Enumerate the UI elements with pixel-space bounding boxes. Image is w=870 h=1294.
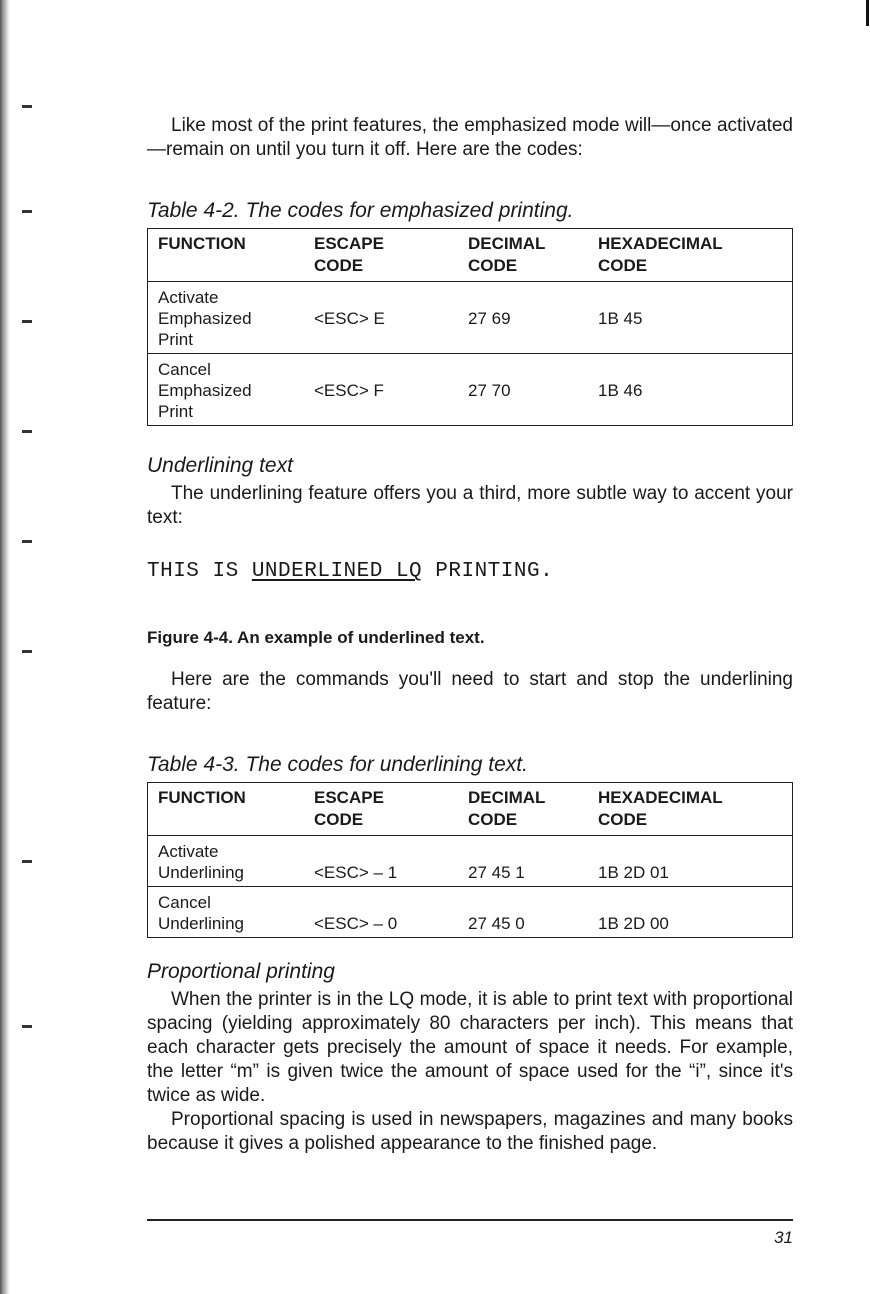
- header-escape: ESCAPE CODE: [314, 234, 384, 275]
- section-heading-proportional: Proportional printing: [147, 960, 335, 983]
- table-header-row: [148, 783, 793, 836]
- cell-hex: 1B 2D 00: [598, 914, 669, 933]
- proportional-paragraph-1: When the printer is in the LQ mode, it is able to print text with proportional spacing (yielding approximately 80 characters per inch). This means that each character gets precisely the amount of space it needs. For example, the letter “m” is given twice the amount of space used for the “i”, since it's twice as wide.: [147, 989, 793, 1106]
- header-escape: ESCAPE CODE: [314, 788, 384, 829]
- table-row: [148, 354, 793, 426]
- margin-mark: [22, 860, 32, 863]
- header-hex: HEXADECIMAL CODE: [598, 234, 723, 275]
- cell-hex: 1B 46: [598, 381, 643, 400]
- underlining-paragraph: The underlining feature offers you a third, more subtle way to accent your text:: [147, 483, 793, 528]
- intro-paragraph: Like most of the print features, the emphasized mode will—once activated—remain on until you turn it off. Here are the codes:: [147, 115, 793, 160]
- cell-function: Cancel Emphasized Print: [158, 360, 252, 421]
- table-header-row: [148, 229, 793, 282]
- edge-mark: [866, 0, 869, 26]
- table-row: [148, 282, 793, 354]
- cell-decimal: 27 45 1: [468, 863, 525, 882]
- cell-hex: 1B 45: [598, 309, 643, 328]
- margin-mark: [22, 105, 32, 108]
- underline-commands-paragraph: Here are the commands you'll need to start and stop the underlining feature:: [147, 669, 793, 714]
- header-hex: HEXADECIMAL CODE: [598, 788, 723, 829]
- cell-hex: 1B 2D 01: [598, 863, 669, 882]
- margin-mark: [22, 320, 32, 323]
- table-row: [148, 887, 793, 938]
- margin-mark: [22, 650, 32, 653]
- header-function: FUNCTION: [158, 234, 246, 253]
- underlined-sample-text: THIS IS UNDERLINED LQ PRINTING.: [147, 560, 554, 583]
- cell-escape: <ESC> – 0: [314, 914, 398, 933]
- section-heading-underlining: Underlining text: [147, 454, 293, 477]
- page-number: 31: [774, 1228, 793, 1247]
- underlining-codes-table: [147, 782, 793, 938]
- cell-escape: <ESC> – 1: [314, 863, 398, 882]
- table1-caption: Table 4-2. The codes for emphasized printing.: [147, 199, 574, 222]
- header-decimal: DECIMAL CODE: [468, 788, 546, 829]
- proportional-paragraph-2: Proportional spacing is used in newspapers, magazines and many books because it gives a polished appearance to the finished page.: [147, 1109, 793, 1154]
- table2-caption: Table 4-3. The codes for underlining text.: [147, 753, 528, 776]
- table-row: [148, 836, 793, 887]
- cell-function: Cancel Underlining: [158, 893, 244, 933]
- cell-function: Activate Emphasized Print: [158, 288, 252, 349]
- page-binding-edge: [0, 0, 10, 1294]
- footer-rule: [147, 1219, 793, 1221]
- cell-decimal: 27 70: [468, 381, 511, 400]
- margin-mark: [22, 540, 32, 543]
- cell-escape: <ESC> F: [314, 381, 384, 400]
- margin-mark: [22, 210, 32, 213]
- header-decimal: DECIMAL CODE: [468, 234, 546, 275]
- emphasized-codes-table: [147, 228, 793, 426]
- cell-escape: <ESC> E: [314, 309, 385, 328]
- margin-mark: [22, 430, 32, 433]
- cell-decimal: 27 45 0: [468, 914, 525, 933]
- margin-mark: [22, 1025, 32, 1028]
- cell-decimal: 27 69: [468, 309, 511, 328]
- header-function: FUNCTION: [158, 788, 246, 807]
- figure-caption: Figure 4-4. An example of underlined text.: [147, 628, 485, 647]
- cell-function: Activate Underlining: [158, 842, 244, 882]
